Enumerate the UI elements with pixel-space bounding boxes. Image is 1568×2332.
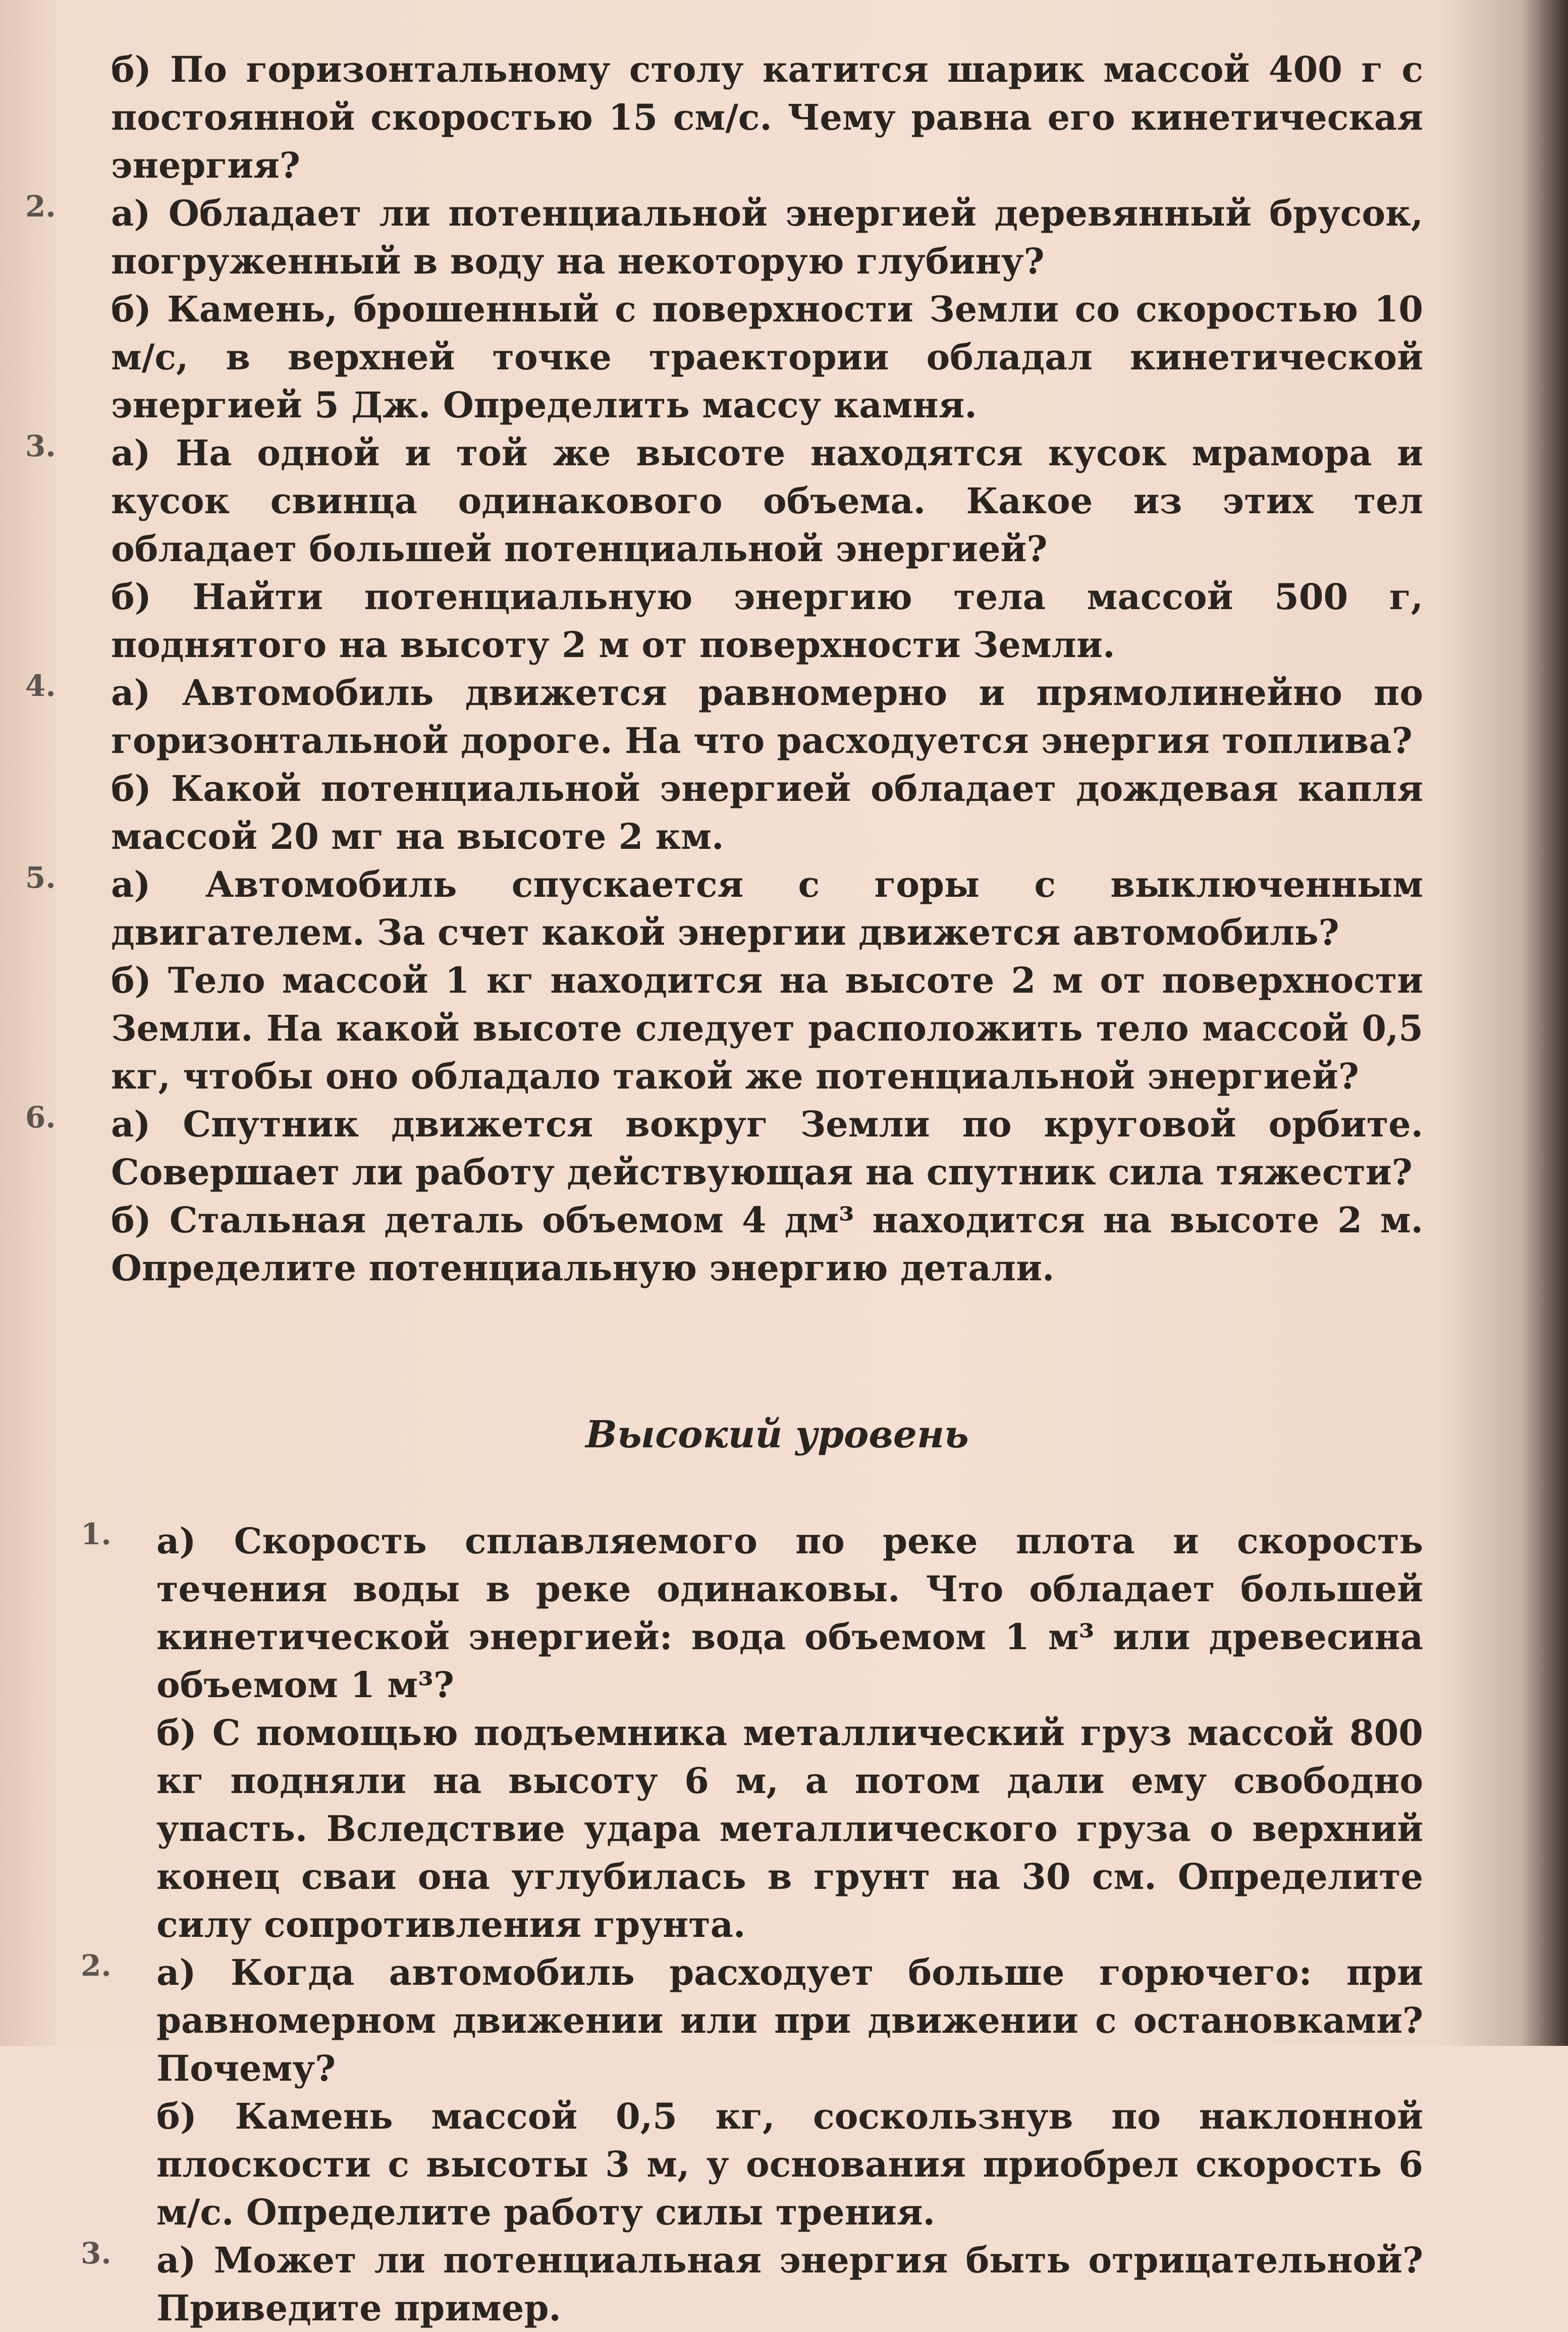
- problem-part: б) По горизонтальному столу катится шарик массой 400 г с постоянной скоростью 15 см/с. Чему равна его кинетическая энергия?: [111, 48, 1423, 186]
- problem-item: [81, 1948, 1423, 2236]
- problem-part: б) Камень массой 0,5 кг, соскользнув по наклонной плоскости с высоты 3 м, у основания приобрел скорость 6 м/с. Определите работу силы трения.: [156, 2095, 1423, 2233]
- problem-item: [25, 189, 1423, 429]
- problem-item: [25, 860, 1423, 1100]
- section-title: Высокий уровень: [585, 1413, 969, 1456]
- problem-number: 6.: [25, 1100, 56, 1134]
- problem-part: а) На одной и той же высоте находятся кусок мрамора и кусок свинца одинакового объема. Какое из этих тел обладает большей потенциальной энергией?: [111, 432, 1423, 570]
- basic-problems: [25, 45, 1423, 1292]
- problem-number: 2.: [25, 189, 56, 224]
- problem-part: а) Спутник движется вокруг Земли по круговой орбите. Совершает ли работу действующая на спутник сила тяжести?: [111, 1103, 1423, 1193]
- problem-item: [25, 429, 1423, 669]
- problem-part: б) Какой потенциальной энергией обладает дождевая капля массой 20 мг на высоте 2 км.: [111, 768, 1423, 857]
- problem-part: а) Когда автомобиль расходует больше горючего: при равномерном движении или при движении с остановками? Почему?: [156, 1951, 1423, 2089]
- section-gap: [101, 1292, 1423, 1413]
- problem-part: а) Скорость сплавляемого по реке плота и скорость течения воды в реке одинаковы. Что обладает большей кинетической энергией: вода объемом 1 м³ или древесина объемом 1 м³?: [156, 1520, 1423, 1706]
- problem-number: 1.: [81, 1517, 112, 1551]
- problem-item: [25, 1100, 1423, 1292]
- problem-number: 5.: [25, 860, 56, 895]
- problem-item: [81, 1517, 1423, 1948]
- page-content: [25, 45, 1423, 2332]
- problem-part: а) Может ли потенциальная энергия быть отрицательной? Приведите пример.: [156, 2239, 1423, 2329]
- problem-number: 2.: [81, 1948, 112, 1983]
- problem-part: б) Тело массой 1 кг находится на высоте 2 м от поверхности Земли. На какой высоте следует расположить тело массой 0,5 кг, чтобы оно обладало такой же потенциальной энергией?: [111, 959, 1423, 1097]
- problem-item: [25, 669, 1423, 860]
- problem-item: [101, 45, 1423, 189]
- problem-number: 4.: [25, 669, 56, 703]
- problem-part: а) Обладает ли потенциальной энергией деревянный брусок, погруженный в воду на некоторую глубину?: [111, 192, 1423, 282]
- problem-part: а) Автомобиль спускается с горы с выключенным двигателем. За счет какой энергии движется автомобиль?: [111, 863, 1423, 953]
- problem-part: б) С помощью подъемника металлический груз массой 800 кг подняли на высоту 6 м, а потом дали ему свободно упасть. Вследствие удара металлического груза о верхний конец сваи она углубилась в грунт на 30 см. Определите силу сопротивления грунта.: [156, 1712, 1423, 1945]
- problem-part: б) Стальная деталь объемом 4 дм³ находится на высоте 2 м. Определите потенциальную энергию детали.: [111, 1199, 1423, 1289]
- problem-number: 3.: [81, 2236, 112, 2270]
- problem-part: б) Камень, брошенный с поверхности Земли со скоростью 10 м/с, в верхней точке траектории обладал кинетической энергией 5 Дж. Определить массу камня.: [111, 288, 1423, 426]
- advanced-problems: [81, 1517, 1423, 2332]
- problem-item: [81, 2236, 1423, 2332]
- problem-part: б) Найти потенциальную энергию тела массой 500 г, поднятого на высоту 2 м от поверхности Земли.: [111, 576, 1423, 666]
- problem-part: а) Автомобиль движется равномерно и прямолинейно по горизонтальной дороге. На что расходуется энергия топлива?: [111, 672, 1423, 762]
- problem-number: 3.: [25, 429, 56, 463]
